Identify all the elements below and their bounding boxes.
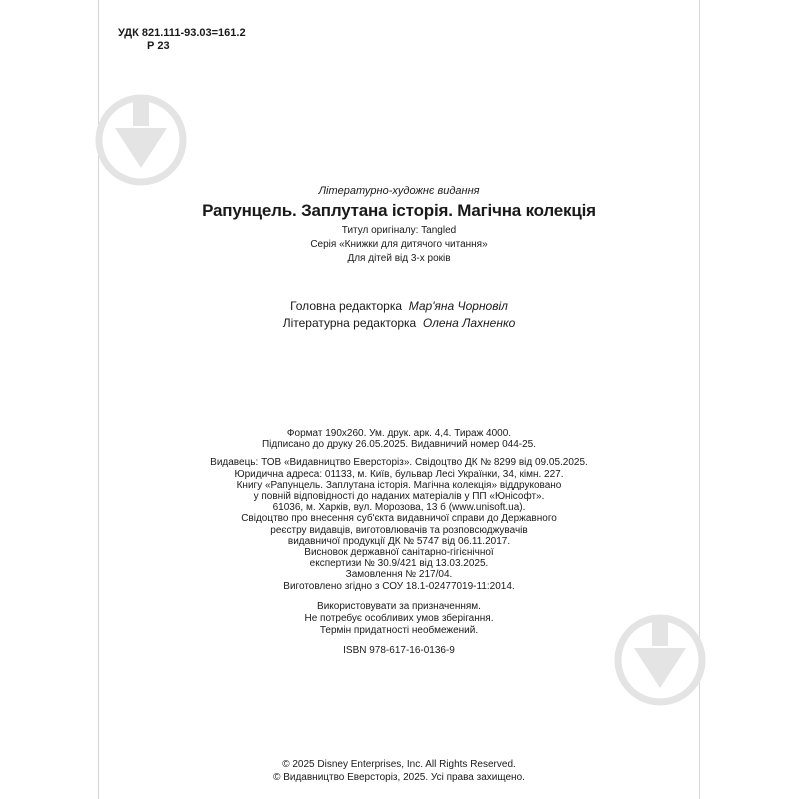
publisher-line: Свідоцтво про внесення суб'єкта видавничої справи до Державного (241, 513, 557, 525)
publisher-line: Висновок державної санітарно-гігієнічної (304, 547, 494, 559)
publisher-line: експертизи № 30.9/421 від 13.03.2025. (309, 558, 489, 570)
format-line: Підписано до друку 26.05.2025. Видавничий номер 044-25. (261, 439, 536, 451)
download-watermark-icon (93, 92, 189, 188)
editor-name: Олена Лахненко (422, 316, 516, 330)
format-line: Формат 190x260. Ум. друк. арк. 4,4. Тираж 4000. (286, 428, 512, 439)
editor-role: Головна редакторка (290, 299, 403, 313)
usage-line: Термін придатності необмежений. (319, 625, 479, 637)
usage-line: Використовувати за призначенням. (317, 601, 481, 612)
copyright-block (98, 759, 700, 784)
editor-line (98, 298, 700, 315)
publisher-line: у повній відповідності до наданих матеріалів у ПП «Юнісофт». (253, 491, 545, 503)
isbn: ISBN 978-617-16-0136-9 (343, 645, 455, 656)
publisher-line: Замовлення № 217/04. (345, 569, 453, 581)
udk-code: УДК 821.111-93.03=161.2 (118, 27, 246, 39)
original-title: Титул оригіналу: Tangled (341, 225, 457, 236)
book-meta (98, 224, 700, 266)
book-title: Рапунцель. Заплутана історія. Магічна колекція (202, 201, 596, 220)
publisher-line: видавничої продукції ДК № 5747 від 06.11.2017. (287, 535, 511, 547)
imprint-block (98, 428, 700, 592)
publisher-line: Книгу «Рапунцель. Заплутана історія. Магічна колекція» віддруковано (236, 479, 562, 491)
udk-block (118, 27, 246, 53)
copyright-line: © Видавництво Еверсторіз, 2025. Усі права захищено. (273, 771, 525, 783)
editor-name: Мар'яна Чорновіл (408, 299, 508, 313)
publisher-line: Видавець: ТОВ «Видавництво Еверсторіз». Свідоцтво ДК № 8299 від 09.05.2025. (210, 457, 588, 469)
bbk-code: Р 23 (147, 40, 170, 52)
editor-line (98, 315, 700, 332)
usage-line: Не потребує особливих умов зберігання. (304, 613, 494, 625)
age-rating: Для дітей від 3-х років (347, 253, 451, 264)
publisher-line: Виготовлено згідно з СОУ 18.1-02477019-11:2014. (283, 580, 515, 592)
publisher-line: Юридична адреса: 01133, м. Київ, бульвар Лесі Українки, 34, кімн. 227. (234, 468, 564, 480)
genre-label: Літературно-художнє видання (318, 185, 480, 197)
usage-block (98, 601, 700, 638)
editor-role: Літературна редакторка (282, 316, 417, 330)
publisher-line: реєстру видавців, виготовлювачів та розповсюджувачів (270, 524, 528, 536)
editors-block (98, 298, 700, 332)
copyright-line: © 2025 Disney Enterprises, Inc. All Rights Reserved. (282, 759, 516, 770)
series-name: Серія «Книжки для дитячого читання» (310, 239, 488, 250)
publisher-line: 61036, м. Харків, вул. Морозова, 13 б (www.unisoft.ua). (272, 502, 526, 514)
